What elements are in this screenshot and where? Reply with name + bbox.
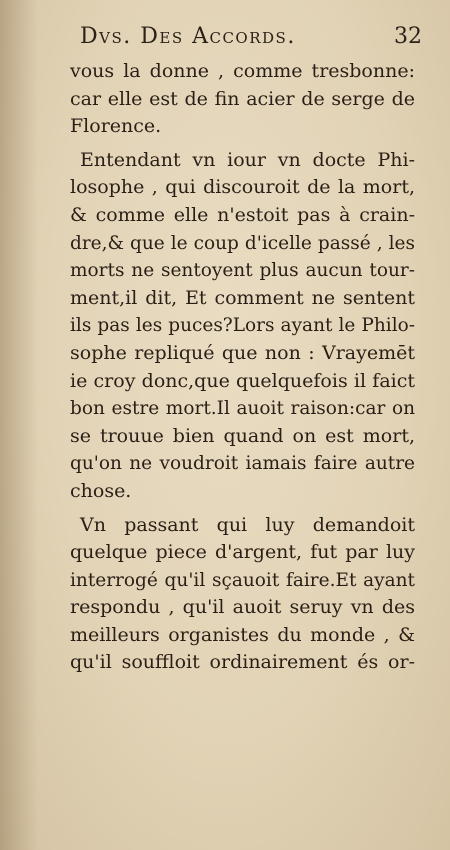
- text-line: Entendant vn iour vn docte Phi-: [80, 148, 415, 171]
- text-line: qu'on ne voudroit iamais faire autre: [70, 453, 415, 475]
- text-line: losophe , qui discouroit de la mort,: [70, 176, 415, 199]
- text-line: & comme elle n'estoit pas à crain-: [70, 203, 415, 226]
- running-head: [80, 22, 422, 54]
- text-line: sophe repliqué que non : Vrayemēt: [70, 341, 415, 364]
- running-head-title: Dvs. Des Accords.: [80, 24, 296, 49]
- text-line: bon estre mort.Il auoit raison:car on: [70, 398, 415, 420]
- text-line: qu'il souffloit ordinairement és or-: [70, 651, 415, 674]
- text-line: respondu , qu'il auoit seruy vn des: [70, 596, 415, 619]
- text-line: ment,il dit, Et comment ne sentent: [70, 286, 415, 309]
- text-line: Vn passant qui luy demandoit: [80, 513, 415, 536]
- text-line: ils pas les puces?Lors ayant le Philo-: [70, 315, 415, 337]
- paragraph: [70, 58, 415, 141]
- text-line: se trouue bien quand on est mort,: [70, 424, 415, 447]
- text-line: interrogé qu'il sçauoit faire.Et ayant: [70, 569, 415, 591]
- text-line: vous la donne , comme tresbonne:: [70, 60, 415, 82]
- text-line: Florence.: [70, 115, 162, 138]
- text-line: morts ne sentoyent plus aucun tour-: [70, 260, 415, 282]
- gutter-shadow: [0, 0, 38, 850]
- text-line: dre,& que le coup d'icelle passé , les: [70, 232, 415, 254]
- text-line: chose.: [70, 479, 132, 502]
- paragraph: [70, 147, 415, 506]
- text-line: meilleurs organistes du monde , &: [70, 623, 415, 646]
- page-number: 32: [394, 24, 422, 49]
- text-line: car elle est de fin acier de serge de: [70, 87, 415, 110]
- paragraph: [70, 512, 415, 678]
- text-line: ie croy donc,que quelquefois il faict: [70, 369, 415, 392]
- body-text: [70, 58, 415, 677]
- text-line: quelque piece d'argent, fut par luy: [70, 541, 415, 564]
